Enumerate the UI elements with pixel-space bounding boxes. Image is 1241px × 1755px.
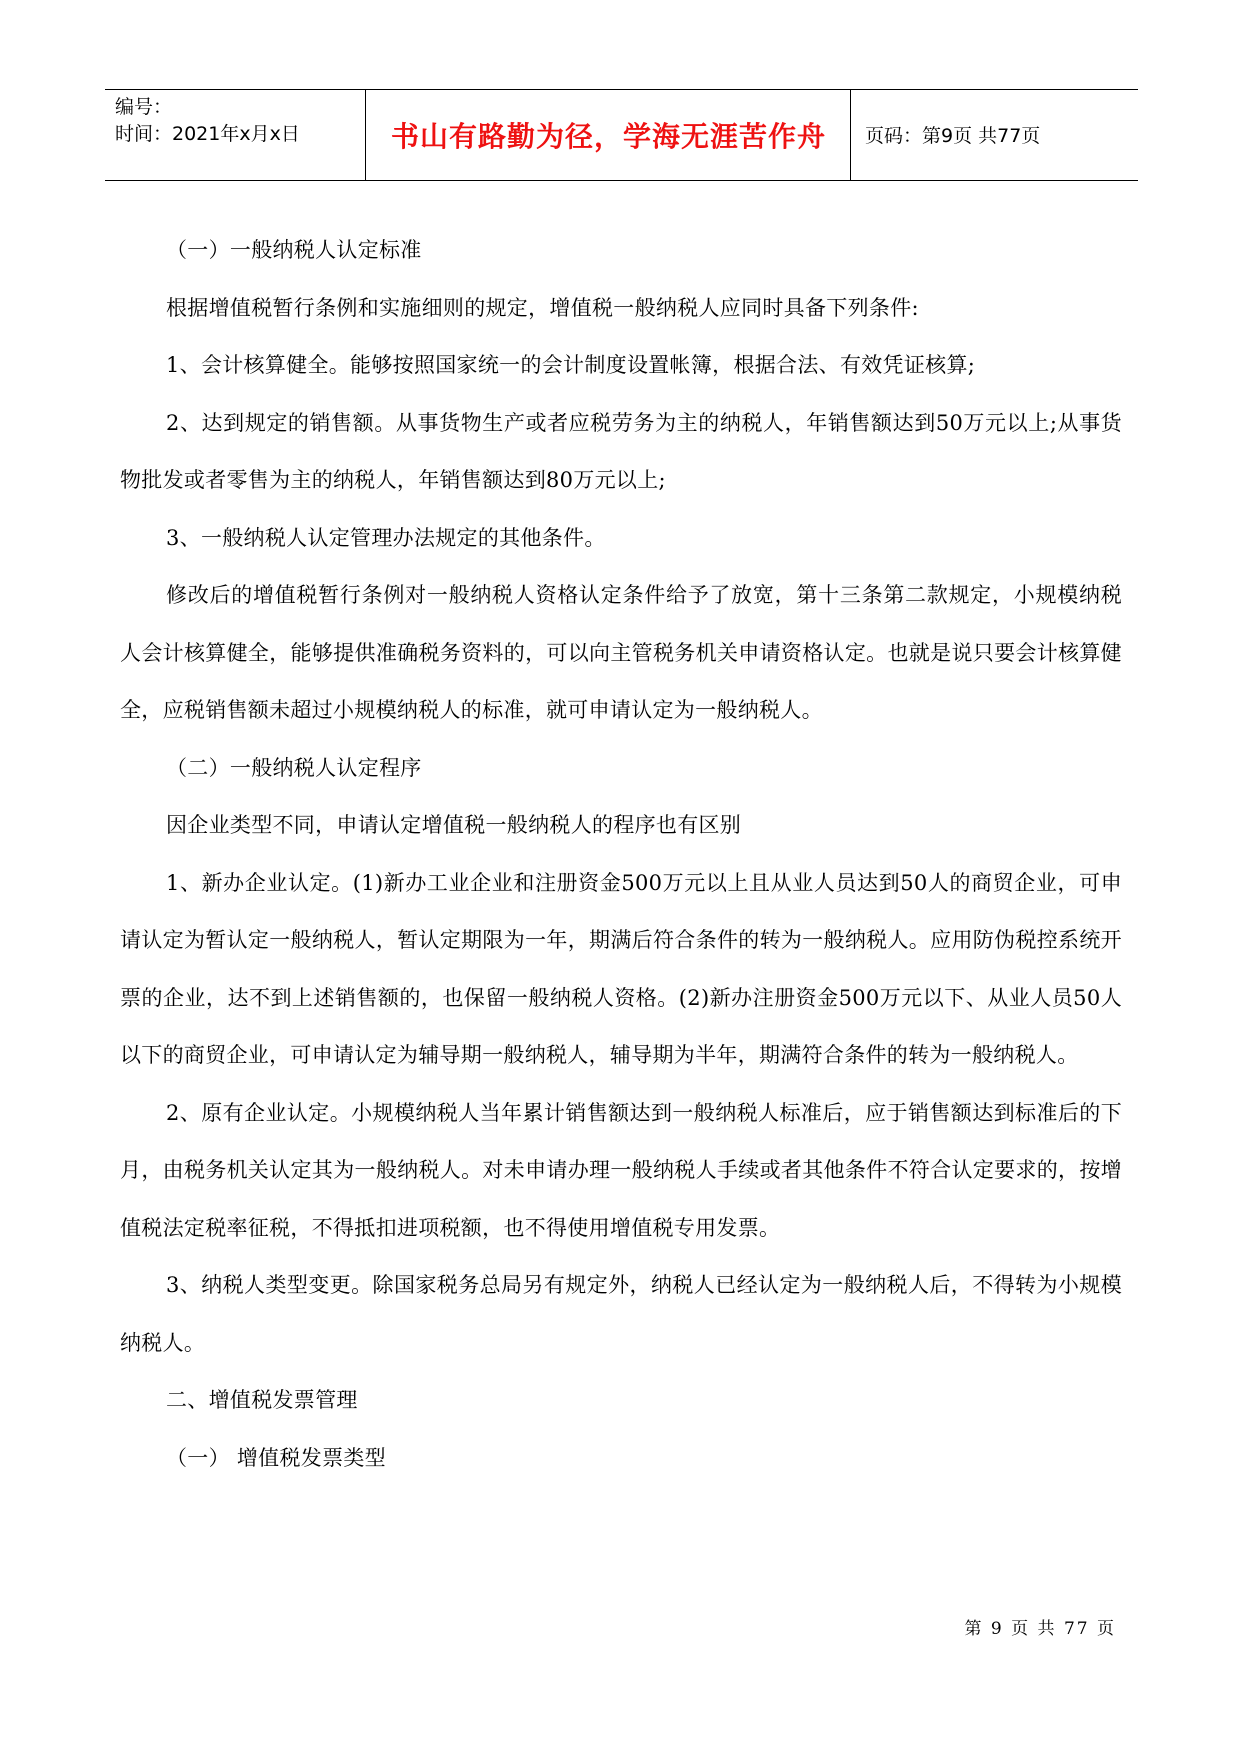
list-item: 3、一般纳税人认定管理办法规定的其他条件。 — [166, 525, 606, 550]
paragraph: 因企业类型不同，申请认定增值税一般纳税人的程序也有区别 — [166, 813, 742, 837]
header-motto: 书山有路勤为径，学海无涯苦作舟 — [390, 119, 826, 153]
header-page-info: 页码：第9页 共77页 — [865, 125, 1041, 147]
section-heading: （一） 增值税发票类型 — [166, 1445, 386, 1470]
list-item: 1、新办企业认定。(1)新办工业企业和注册资金500万元以上且从业人员达到50人的商贸企业，可申请认定为暂认定一般纳税人，暂认定期限为一年，期满后符合条件的转为一般纳税人。应用防伪税控系统开票的企业，达不到上述销售额的，也保留一般纳税人资格。(2)新办注册资金500万元以下、从业人员50人以下的商贸企业，可申请认定为辅导期一般纳税人，辅导期为半年，期满符合条件的转为一般纳税人。 — [120, 870, 1122, 1067]
list-item: 1、会计核算健全。能够按照国家统一的会计制度设置帐簿，根据合法、有效凭证核算; — [166, 353, 976, 377]
list-item: 2、达到规定的销售额。从事货物生产或者应税劳务为主的纳税人，年销售额达到50万元以上;从事货物批发或者零售为主的纳税人，年销售额达到80万元以上; — [120, 410, 1122, 492]
list-item: 3、纳税人类型变更。除国家税务总局另有规定外，纳税人已经认定为一般纳税人后，不得转为小规模纳税人。 — [120, 1273, 1122, 1355]
page-footer: 第 9 页 共 77 页 — [964, 1619, 1116, 1639]
document-body — [120, 222, 1122, 1487]
header-divider — [365, 90, 366, 180]
page-header — [105, 89, 1138, 181]
header-divider — [850, 90, 851, 180]
document-time-label: 时间：2021年x月x日 — [115, 123, 300, 145]
paragraph: 修改后的增值税暂行条例对一般纳税人资格认定条件给予了放宽，第十三条第二款规定，小规模纳税人会计核算健全，能够提供准确税务资料的，可以向主管税务机关申请资格认定。也就是说只要会计核算健全，应税销售额未超过小规模纳税人的标准，就可申请认定为一般纳税人。 — [120, 583, 1122, 722]
document-number-label: 编号： — [115, 96, 173, 118]
section-heading: 二、增值税发票管理 — [166, 1388, 358, 1412]
header-meta — [115, 94, 365, 148]
paragraph: 根据增值税暂行条例和实施细则的规定，增值税一般纳税人应同时具备下列条件: — [166, 295, 919, 320]
list-item: 2、原有企业认定。小规模纳税人当年累计销售额达到一般纳税人标准后，应于销售额达到标准后的下月，由税务机关认定其为一般纳税人。对未申请办理一般纳税人手续或者其他条件不符合认定要求的，按增值税法定税率征税，不得抵扣进项税额，也不得使用增值税专用发票。 — [120, 1100, 1122, 1240]
section-heading: （二）一般纳税人认定程序 — [166, 755, 422, 780]
section-heading: （一）一般纳税人认定标准 — [166, 238, 422, 262]
